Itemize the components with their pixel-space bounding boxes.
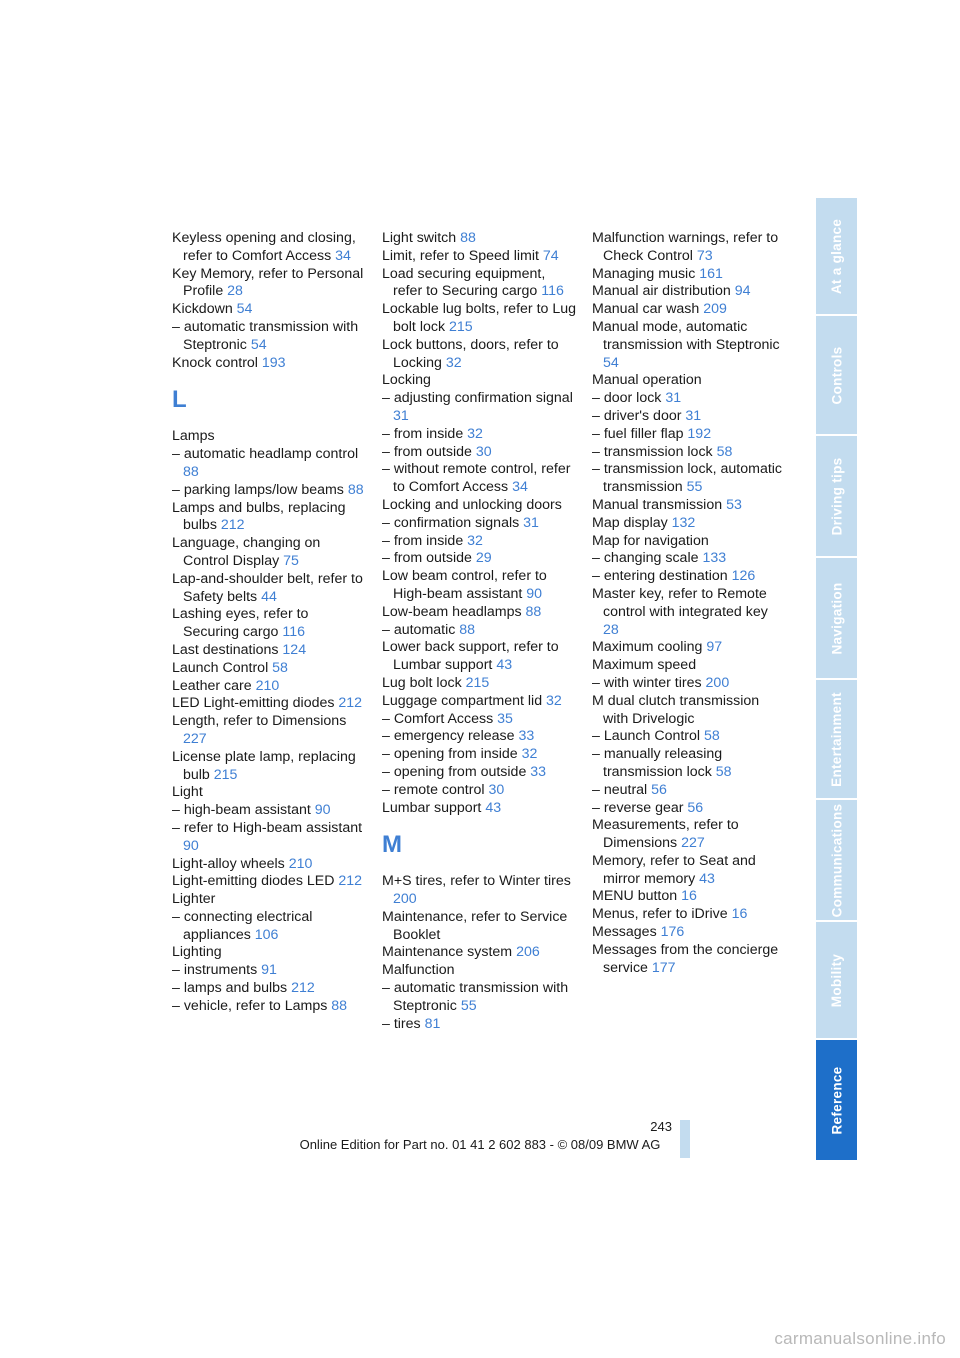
entry-text: – automatic transmission with Steptronic [382, 980, 569, 1014]
section-letter: L [172, 386, 187, 414]
tab-label: Reference [829, 1066, 844, 1134]
index-entry [382, 639, 577, 675]
tab-label: Communications [829, 803, 844, 917]
entry-text: Knock control [172, 354, 262, 371]
entry-text: Locking [382, 372, 431, 389]
entry-text: Manual air distribution [592, 283, 735, 300]
entry-text: – opening from inside [382, 746, 522, 763]
entry-text: – entering destination [592, 568, 732, 585]
entry-text: – door lock [592, 390, 666, 407]
index-entry [382, 550, 577, 568]
index-entry [172, 571, 367, 607]
page-link[interactable]: 32 [467, 425, 483, 442]
page-link[interactable]: 33 [518, 728, 535, 745]
footer-text: Online Edition for Part no. 01 41 2 602 883 - © 08/09 BMW AG [299, 1137, 661, 1152]
entry-text: – without remote control, refer to Comfort Access [382, 461, 571, 496]
entry-text: Lock buttons, doors, refer to Locking [382, 336, 559, 371]
page-link[interactable]: 116 [541, 283, 564, 300]
index-entry [382, 980, 577, 1016]
page-link[interactable]: 90 [526, 585, 543, 602]
entry-text: Launch Control [172, 659, 273, 676]
tab-label: Mobility [829, 953, 844, 1007]
index-entry [172, 873, 367, 891]
index-entry [592, 728, 787, 746]
index-entry [172, 749, 367, 785]
entry-text: Light switch [382, 230, 461, 246]
page-link[interactable]: 31 [685, 407, 702, 424]
index-entry [382, 604, 577, 622]
index-entry [382, 230, 577, 248]
index-entry [382, 622, 577, 640]
entry-text: Light-emitting diodes LED [172, 873, 339, 890]
index-entry [382, 497, 577, 515]
index-entry [592, 746, 787, 782]
entry-text: LED Light-emitting diodes [172, 695, 339, 712]
tab-controls[interactable] [816, 316, 857, 434]
page-link[interactable]: 58 [704, 728, 720, 745]
page-link[interactable]: 16 [681, 888, 697, 905]
entry-text: – lamps and bulbs [172, 980, 292, 997]
entry-text: Maximum speed [592, 657, 697, 674]
page-link[interactable]: 88 [331, 997, 348, 1014]
page-link[interactable]: 88 [183, 463, 199, 480]
index-entry [592, 283, 787, 301]
entry-text: – manually releasing transmission lock [592, 746, 723, 780]
entry-text: – Launch Control [592, 728, 704, 745]
tab-communications[interactable] [816, 800, 857, 920]
entry-text: Map for navigation [592, 532, 709, 549]
entry-text: – remote control [382, 781, 489, 798]
page-link[interactable]: 161 [699, 265, 723, 282]
entry-text: Keyless opening and closing, refer to Comfort Access [172, 230, 356, 264]
page-link[interactable]: 88 [347, 481, 364, 498]
index-entry [592, 568, 787, 586]
index-entry [382, 568, 577, 604]
index-entry [382, 944, 577, 962]
page-link[interactable]: 53 [726, 496, 742, 513]
entry-text: – fuel filler flap [592, 425, 688, 442]
index-entry [592, 408, 787, 426]
entry-text: Maintenance system [382, 944, 517, 961]
page-link[interactable]: 32 [521, 746, 538, 763]
page-link[interactable]: 210 [255, 677, 280, 694]
page-link[interactable]: 212 [291, 980, 315, 997]
entry-text: Lighter [172, 891, 216, 908]
entry-text: Lap-and-shoulder belt, refer to Safety belts [172, 570, 363, 605]
page-link[interactable]: 56 [651, 781, 667, 798]
entry-text: – adjusting confirmation signal [382, 390, 573, 407]
index-entry [172, 606, 367, 642]
entry-text: – automatic transmission with Steptronic [172, 318, 359, 353]
entry-text: Low beam control, refer to High-beam assistant [382, 568, 547, 602]
index-entry [382, 873, 577, 909]
entry-text: Manual car wash [592, 301, 704, 318]
index-entry [172, 678, 367, 696]
index-entry [592, 657, 787, 675]
index-entry [592, 675, 787, 693]
entry-text: – from outside [382, 550, 476, 567]
tab-at-a-glance[interactable] [816, 198, 857, 314]
tab-navigation[interactable] [816, 558, 857, 678]
entry-text: Manual transmission [592, 496, 727, 513]
entry-text: Manual operation [592, 372, 702, 389]
tab-label: Navigation [829, 581, 845, 655]
page-link[interactable]: 97 [706, 639, 723, 656]
index-entry [382, 533, 577, 551]
index-entry [592, 586, 787, 639]
index-entry [172, 713, 367, 749]
page-link[interactable]: 209 [703, 301, 727, 318]
entry-text: Maintenance, refer to Service Booklet [382, 908, 568, 943]
page-link[interactable]: 55 [460, 997, 477, 1014]
page-link[interactable]: 35 [497, 710, 513, 727]
page-link[interactable]: 132 [671, 514, 696, 531]
entry-text: – vehicle, refer to Lamps [172, 997, 332, 1014]
index-entry [592, 906, 787, 924]
tab-label: Driving tips [829, 457, 845, 535]
page-link[interactable]: 31 [665, 390, 682, 407]
index-entry [172, 980, 367, 998]
entry-text: – parking lamps/low beams [172, 481, 348, 498]
page-link[interactable]: 90 [314, 802, 331, 819]
page-link[interactable]: 74 [542, 247, 559, 264]
index-entry [592, 390, 787, 408]
tab-label: Entertainment [829, 691, 845, 787]
index-entry [592, 550, 787, 568]
index-entry [382, 426, 577, 444]
entry-text: – tires [382, 1015, 425, 1032]
entry-text: Messages [592, 924, 661, 941]
entry-text: – transmission lock [592, 443, 717, 460]
index-entry [592, 888, 787, 906]
section-letter: M [382, 831, 402, 859]
page-link[interactable]: 44 [261, 588, 277, 605]
tab-entertainment[interactable] [816, 680, 857, 798]
index-entry [592, 461, 787, 497]
entry-text: Memory, refer to Seat and mirror memory [592, 852, 756, 887]
index-entry [172, 695, 367, 713]
entry-text: – automatic [382, 621, 460, 638]
index-entry [382, 800, 577, 818]
entry-text: – neutral [592, 781, 652, 798]
index-entry [382, 711, 577, 729]
index-entry [172, 802, 367, 820]
index-entry [172, 642, 367, 660]
index-entry [172, 998, 367, 1016]
entry-text: – with winter tires [592, 674, 706, 691]
index-entry [592, 693, 787, 729]
entry-text: Lug bolt lock [382, 674, 466, 691]
entry-text: Map display [592, 514, 672, 531]
entry-text: Malfunction warnings, refer to Check Control [592, 230, 779, 264]
page-link[interactable]: 91 [261, 962, 277, 979]
index-entry [382, 962, 577, 980]
page-link[interactable]: 215 [449, 318, 473, 335]
page-link[interactable]: 73 [696, 247, 713, 264]
index-entry [592, 639, 787, 657]
page-link[interactable]: 124 [282, 641, 307, 658]
page-link[interactable]: 212 [220, 517, 245, 534]
page-link[interactable]: 32 [467, 532, 483, 549]
page-link[interactable]: 34 [512, 479, 528, 496]
index-entry [382, 444, 577, 462]
entry-text: Lashing eyes, refer to Securing cargo [172, 606, 309, 641]
entry-text: Lighting [172, 944, 222, 961]
entry-text: Light-alloy wheels [172, 855, 289, 872]
entry-text: Light [172, 784, 203, 801]
index-entry [592, 782, 787, 800]
entry-text: – automatic headlamp control [172, 446, 359, 463]
page-link[interactable]: 133 [702, 550, 727, 567]
index-entry [382, 675, 577, 693]
page-link[interactable]: 116 [282, 624, 305, 641]
page-link[interactable]: 58 [716, 443, 733, 460]
entry-text: Lower back support, refer to Lumbar support [382, 639, 559, 674]
page-link[interactable]: 177 [651, 959, 676, 976]
entry-text: License plate lamp, replacing bulb [172, 748, 356, 783]
index-entry [382, 515, 577, 533]
index-entry [172, 266, 367, 302]
page-link[interactable]: 215 [465, 674, 490, 691]
page-link[interactable]: 227 [681, 835, 705, 852]
index-entry [172, 660, 367, 678]
entry-text: Messages from the concierge service [592, 941, 779, 976]
index-column-2 [382, 230, 577, 1033]
entry-text: Language, changing on Control Display [172, 535, 321, 569]
page-link[interactable]: 206 [516, 944, 540, 961]
page-link[interactable]: 30 [488, 781, 505, 798]
entry-text: – from inside [382, 532, 468, 549]
page-link[interactable]: 88 [460, 230, 476, 246]
index-entry [382, 693, 577, 711]
entry-text: – reverse gear [592, 799, 688, 816]
page-link[interactable]: 28 [227, 283, 243, 300]
index-entry [172, 535, 367, 571]
index-entry [382, 461, 577, 497]
index-entry [382, 782, 577, 800]
index-entry [592, 319, 787, 372]
entry-text: Measurements, refer to Dimensions [592, 817, 739, 852]
page-link[interactable]: 200 [393, 891, 417, 908]
page-link[interactable]: 32 [546, 692, 562, 709]
index-entry [592, 372, 787, 390]
page-link[interactable]: 126 [731, 568, 756, 585]
entry-text: Malfunction [382, 962, 455, 979]
entry-text: Manual mode, automatic transmission with Steptronic [592, 318, 780, 353]
page-link[interactable]: 31 [393, 407, 409, 424]
index-entry [382, 764, 577, 782]
page-link[interactable]: 54 [236, 301, 253, 318]
entry-text: – emergency release [382, 728, 519, 745]
index-entry [592, 230, 787, 266]
index-entry [592, 301, 787, 319]
index-entry [172, 301, 367, 319]
entry-text: – refer to High-beam assistant [172, 819, 363, 836]
page-link[interactable]: 176 [660, 924, 685, 941]
page-link[interactable]: 215 [213, 766, 238, 783]
page-link[interactable]: 212 [338, 695, 363, 712]
entry-text: – transmission lock, automatic transmission [592, 461, 783, 496]
index-entry [172, 944, 367, 962]
page-link[interactable]: 33 [530, 763, 547, 780]
entry-text: M+S tires, refer to Winter tires [382, 873, 571, 890]
index-entry [172, 319, 367, 355]
page-link[interactable]: 94 [734, 283, 751, 300]
index-entry [592, 497, 787, 515]
entry-text: Lockable lug bolts, refer to Lug bolt lock [382, 301, 577, 335]
index-entry [382, 1016, 577, 1034]
index-entry [592, 533, 787, 551]
index-entry [592, 924, 787, 942]
entry-text: Kickdown [172, 301, 237, 318]
page-link[interactable]: 43 [699, 870, 715, 887]
index-column-3 [592, 230, 787, 977]
entry-text: – from outside [382, 443, 476, 460]
page-link[interactable]: 58 [272, 659, 288, 676]
index-column-1 [172, 230, 367, 1016]
page-link[interactable]: 16 [731, 906, 748, 923]
page-link[interactable]: 88 [525, 603, 542, 620]
page-link[interactable]: 54 [250, 336, 267, 353]
index-entry [382, 909, 577, 945]
entry-text: M dual clutch transmission with Drivelogic [592, 692, 760, 727]
entry-text: Last destinations [172, 641, 283, 658]
index-entry [172, 962, 367, 980]
index-entry [172, 428, 367, 446]
index-entry [172, 784, 367, 802]
index-entry [382, 746, 577, 764]
entry-text: – driver's door [592, 407, 686, 424]
entry-text: – instruments [172, 962, 262, 979]
index-entry [172, 482, 367, 500]
entry-text: Menus, refer to iDrive [592, 906, 732, 923]
index-entry [592, 942, 787, 978]
index-entry [172, 856, 367, 874]
entry-text: Low-beam headlamps [382, 603, 526, 620]
index-entry [382, 266, 577, 302]
index-entry [172, 355, 367, 373]
entry-text: Leather care [172, 677, 256, 694]
index-entry [382, 301, 577, 337]
index-entry [382, 372, 577, 390]
page-link[interactable]: 212 [338, 873, 363, 890]
index-entry [592, 853, 787, 889]
entry-text: – Comfort Access [382, 710, 498, 727]
entry-text: Luggage compartment lid [382, 692, 547, 709]
page-link[interactable]: 227 [183, 730, 207, 747]
page-link[interactable]: 106 [254, 926, 279, 943]
index-entry [592, 426, 787, 444]
entry-text: Locking and unlocking doors [382, 496, 562, 513]
entry-text: Maximum cooling [592, 639, 707, 656]
page-link[interactable]: 29 [475, 550, 492, 567]
entry-text: Lumbar support [382, 799, 486, 816]
page-link[interactable]: 88 [459, 621, 476, 638]
page-link[interactable]: 90 [183, 837, 199, 854]
page-link[interactable]: 81 [424, 1015, 441, 1032]
entry-text: Master key, refer to Remote control with integrated key [592, 585, 768, 620]
index-entry [172, 909, 367, 945]
page-link[interactable]: 210 [288, 855, 313, 872]
entry-text: Load securing equipment, refer to Securing cargo [382, 265, 546, 300]
page-link[interactable]: 55 [686, 479, 703, 496]
page-link[interactable]: 56 [687, 799, 704, 816]
index-entry [592, 266, 787, 284]
entry-text: – confirmation signals [382, 514, 524, 531]
entry-text: – high-beam assistant [172, 802, 315, 819]
index-entry [382, 248, 577, 266]
page-link[interactable]: 193 [261, 354, 286, 371]
entry-text: – connecting electrical appliances [172, 908, 313, 943]
index-entry [382, 337, 577, 373]
entry-text: – opening from outside [382, 763, 531, 780]
page-link[interactable]: 43 [496, 657, 513, 674]
page-link[interactable]: 28 [603, 621, 619, 638]
tab-label: At a glance [829, 218, 845, 294]
index-entry [172, 230, 367, 266]
page-link[interactable]: 58 [715, 763, 732, 780]
index-entry [592, 515, 787, 533]
index-entry [592, 800, 787, 818]
entry-text: Managing music [592, 265, 700, 282]
index-entry [382, 728, 577, 746]
page-link[interactable]: 34 [335, 247, 351, 264]
page-link[interactable]: 30 [475, 443, 492, 460]
page-link[interactable]: 200 [705, 674, 730, 691]
entry-text: – from inside [382, 425, 468, 442]
watermark: carmanualsonline.info [774, 1329, 946, 1348]
entry-text: Key Memory, refer to Personal Profile [172, 265, 364, 300]
entry-text: Length, refer to Dimensions [172, 713, 347, 730]
tab-driving-tips[interactable] [816, 436, 857, 556]
page-link[interactable]: 192 [687, 425, 712, 442]
entry-text: Lamps and bulbs, replacing bulbs [172, 499, 346, 534]
entry-text: Limit, refer to Speed limit [382, 247, 543, 264]
page-link[interactable]: 32 [445, 354, 462, 371]
index-entry [172, 891, 367, 909]
index-entry [592, 817, 787, 853]
tab-mobility[interactable] [816, 922, 857, 1038]
page-number: 243 [650, 1119, 672, 1134]
page-link[interactable]: 31 [523, 514, 539, 531]
page-link[interactable]: 54 [603, 354, 619, 371]
index-entry [172, 820, 367, 856]
page-link[interactable]: 43 [485, 799, 502, 816]
index-entry [382, 390, 577, 426]
entry-text: Lamps [172, 428, 215, 445]
tab-label: Controls [829, 346, 844, 404]
index-entry [172, 500, 367, 536]
index-entry [592, 444, 787, 462]
page-link[interactable]: 75 [283, 552, 299, 569]
entry-text: – changing scale [592, 550, 703, 567]
index-entry [172, 446, 367, 482]
entry-text: MENU button [592, 888, 682, 905]
